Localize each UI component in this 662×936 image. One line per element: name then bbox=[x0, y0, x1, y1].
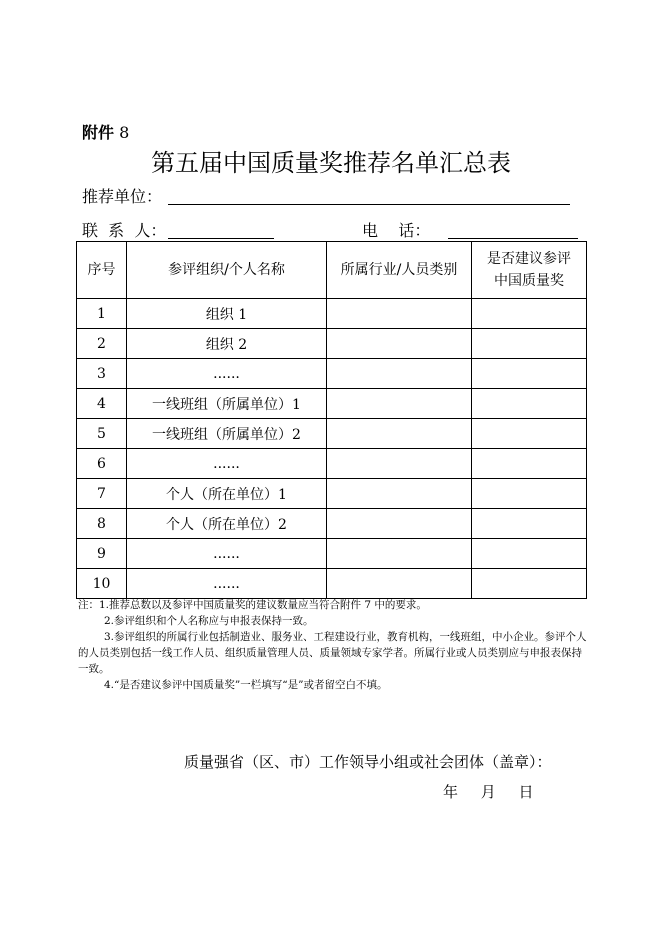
row-industry-cell[interactable] bbox=[327, 359, 472, 389]
header-name: 参评组织/个人名称 bbox=[127, 242, 327, 299]
row-recommend-cell[interactable] bbox=[472, 479, 587, 509]
row-industry-cell[interactable] bbox=[327, 329, 472, 359]
row-recommend-cell[interactable] bbox=[472, 569, 587, 599]
nomination-table bbox=[76, 241, 587, 599]
attachment-word: 附件 bbox=[82, 123, 115, 142]
date-line: 年 月 日 bbox=[443, 783, 534, 801]
table-row bbox=[77, 479, 587, 509]
row-name: 个人（所在单位）1 bbox=[127, 479, 327, 509]
row-name: ...... bbox=[127, 569, 327, 599]
table-row bbox=[77, 389, 587, 419]
attachment-label bbox=[82, 120, 129, 143]
table-row bbox=[77, 509, 587, 539]
table-row bbox=[77, 449, 587, 479]
recommender-field[interactable] bbox=[168, 186, 570, 205]
contact-label: 联 系 人： bbox=[82, 221, 167, 240]
header-recommend bbox=[472, 242, 587, 299]
attachment-number: 8 bbox=[119, 123, 130, 142]
signature-line: 质量强省（区、市）工作领导小组或社会团体（盖章）： bbox=[184, 753, 552, 771]
row-no: 7 bbox=[77, 479, 127, 509]
row-name: 一线班组（所属单位）1 bbox=[127, 389, 327, 419]
row-industry-cell[interactable] bbox=[327, 509, 472, 539]
row-name: ...... bbox=[127, 359, 327, 389]
row-name: 组织 2 bbox=[127, 329, 327, 359]
table-row bbox=[77, 329, 587, 359]
row-no: 9 bbox=[77, 539, 127, 569]
table-row bbox=[77, 299, 587, 329]
row-name: 组织 1 bbox=[127, 299, 327, 329]
row-recommend-cell[interactable] bbox=[472, 299, 587, 329]
row-no: 8 bbox=[77, 509, 127, 539]
row-recommend-cell[interactable] bbox=[472, 419, 587, 449]
row-name: ...... bbox=[127, 449, 327, 479]
table-header-row bbox=[77, 242, 587, 299]
row-name: ...... bbox=[127, 539, 327, 569]
recommender-label: 推荐单位： bbox=[82, 187, 163, 206]
row-no: 5 bbox=[77, 419, 127, 449]
note-4: 4.“是否建议参评中国质量奖”一栏填写“是”或者留空白不填。 bbox=[104, 679, 388, 691]
row-no: 10 bbox=[77, 569, 127, 599]
table-row bbox=[77, 419, 587, 449]
header-recommend-line2: 中国质量奖 bbox=[494, 273, 564, 289]
note-1: 注：1.推荐总数以及参评中国质量奖的建议数量应当符合附件 7 中的要求。 bbox=[78, 599, 427, 611]
row-name: 一线班组（所属单位）2 bbox=[127, 419, 327, 449]
phone-label: 电 话： bbox=[362, 221, 431, 240]
row-recommend-cell[interactable] bbox=[472, 449, 587, 479]
contact-field[interactable] bbox=[168, 220, 274, 239]
row-industry-cell[interactable] bbox=[327, 299, 472, 329]
row-recommend-cell[interactable] bbox=[472, 389, 587, 419]
note-2: 2.参评组织和个人名称应与申报表保持一致。 bbox=[104, 615, 314, 627]
notes-section bbox=[78, 597, 588, 693]
row-no: 6 bbox=[77, 449, 127, 479]
row-recommend-cell[interactable] bbox=[472, 359, 587, 389]
note-3: 3.参评组织的所属行业包括制造业、服务业、工程建设行业，教育机构，一线班组，中小企业。参评个人的人员类别包括一线工作人员、组织质量管理人员、质量领域专家学者。所属行业或人员类别应与申报表保持一致。 bbox=[78, 631, 587, 675]
row-recommend-cell[interactable] bbox=[472, 329, 587, 359]
row-no: 4 bbox=[77, 389, 127, 419]
row-no: 2 bbox=[77, 329, 127, 359]
row-industry-cell[interactable] bbox=[327, 449, 472, 479]
row-industry-cell[interactable] bbox=[327, 539, 472, 569]
header-no: 序号 bbox=[77, 242, 127, 299]
row-industry-cell[interactable] bbox=[327, 419, 472, 449]
page-title: 第五届中国质量奖推荐名单汇总表 bbox=[151, 149, 511, 177]
row-recommend-cell[interactable] bbox=[472, 539, 587, 569]
header-recommend-line1: 是否建议参评 bbox=[487, 251, 571, 267]
row-recommend-cell[interactable] bbox=[472, 509, 587, 539]
row-name: 个人（所在单位）2 bbox=[127, 509, 327, 539]
row-no: 1 bbox=[77, 299, 127, 329]
row-industry-cell[interactable] bbox=[327, 389, 472, 419]
header-industry: 所属行业/人员类别 bbox=[327, 242, 472, 299]
row-no: 3 bbox=[77, 359, 127, 389]
table-row bbox=[77, 539, 587, 569]
table-row bbox=[77, 569, 587, 599]
table-row bbox=[77, 359, 587, 389]
phone-field[interactable] bbox=[448, 220, 578, 239]
row-industry-cell[interactable] bbox=[327, 479, 472, 509]
row-industry-cell[interactable] bbox=[327, 569, 472, 599]
